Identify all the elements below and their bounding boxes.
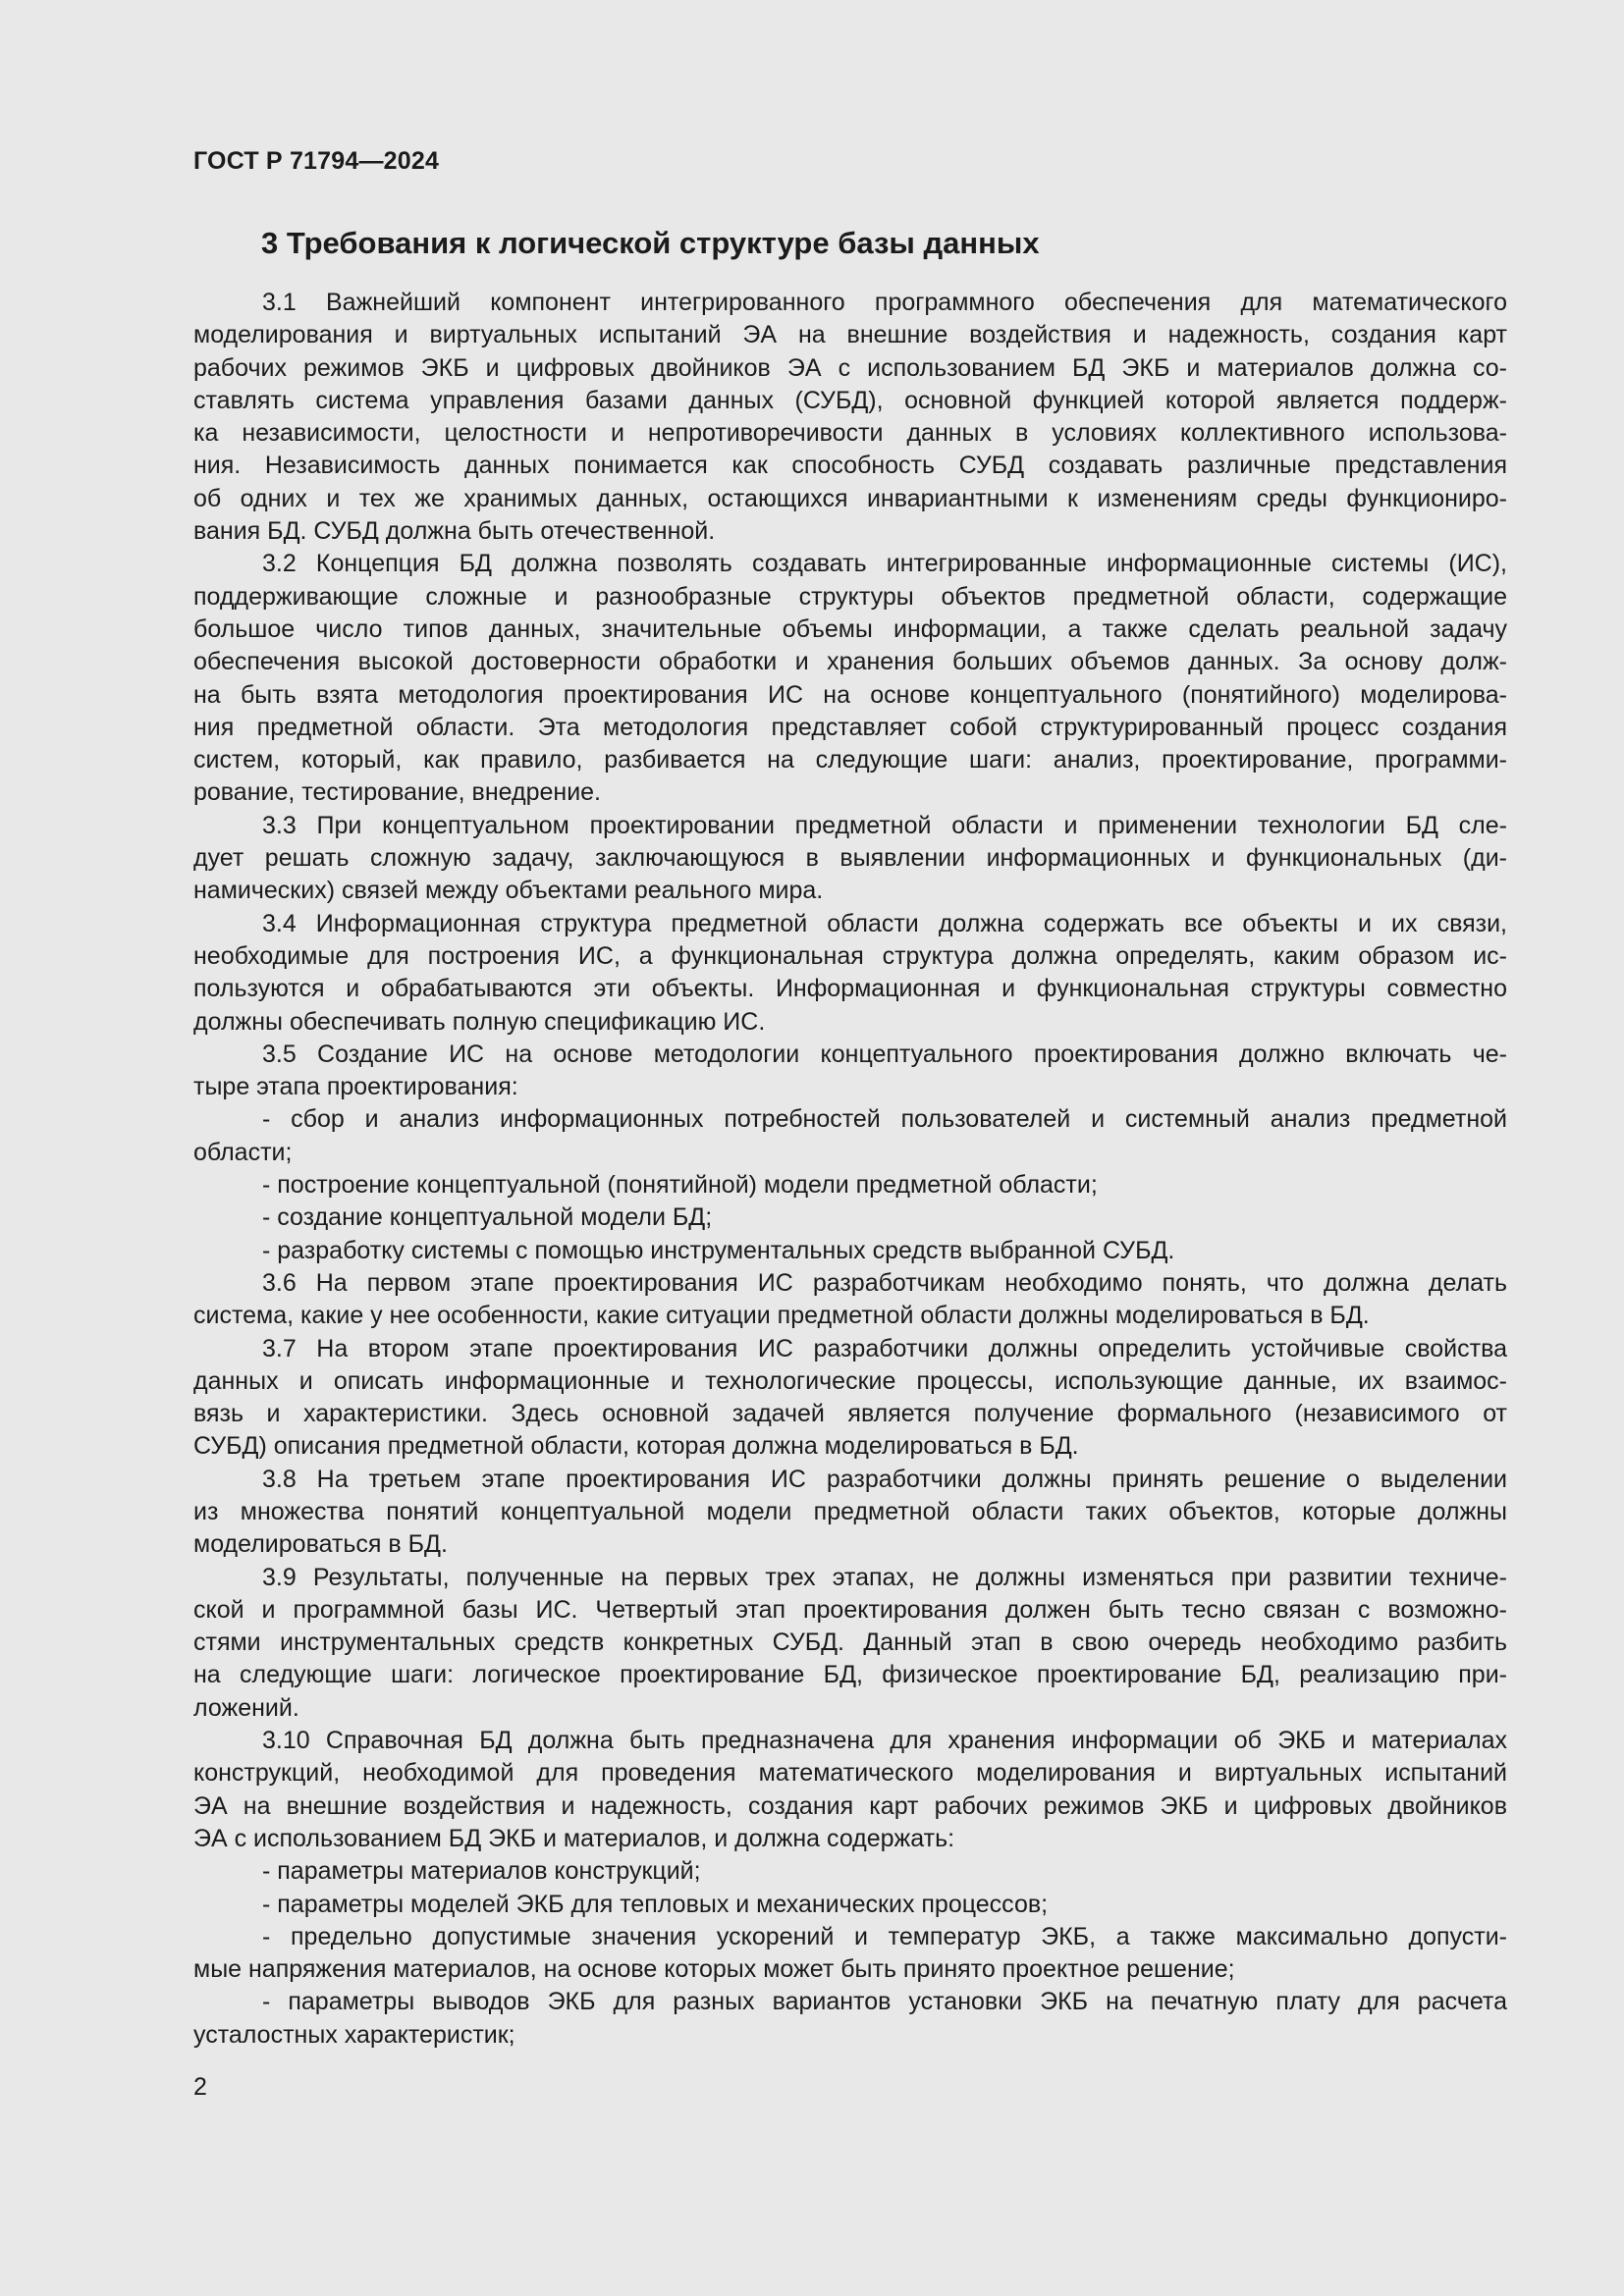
- text-line: ния. Независимость данных понимается как способность СУБД создавать различные представления: [193, 452, 1507, 480]
- text-line: - построение концептуальной (понятийной) модели предметной области;: [262, 1171, 1098, 1200]
- text-line: на следующие шаги: логическое проектирование БД, физическое проектирование БД, реализацию при-: [193, 1661, 1507, 1689]
- list-item: [193, 1201, 1507, 1234]
- page-number: 2: [193, 2073, 207, 2101]
- list-item: [193, 1103, 1507, 1169]
- text-line: 3.9 Результаты, полученные на первых трех этапах, не должны изменяться при развитии техниче-: [262, 1563, 1507, 1591]
- text-line: области;: [193, 1138, 293, 1166]
- text-line: 3.5 Создание ИС на основе методологии концептуального проектирования должно включать че-: [262, 1040, 1507, 1068]
- text-line: - предельно допустимые значения ускорений и температур ЭКБ, а также максимально допусти-: [262, 1922, 1507, 1950]
- text-line: ка независимости, целостности и непротиворечивости данных в условиях коллективного использова-: [193, 419, 1507, 448]
- list-item: [193, 1169, 1507, 1201]
- paragraph: [193, 810, 1507, 908]
- text-line: вания БД. СУБД должна быть отечественной.: [193, 517, 716, 546]
- text-line: ния предметной области. Эта методология представляет собой структурированный процесс создания: [193, 713, 1507, 741]
- paragraph: [193, 1725, 1507, 1855]
- text-line: об одних и тех же хранимых данных, остающихся инвариантными к изменениям среды функционирo-: [193, 484, 1507, 512]
- text-line: обеспечения высокой достоверности обработки и хранения больших объемов данных. За основу долж-: [193, 648, 1507, 676]
- list-item: [193, 1921, 1507, 1987]
- text-line: - разработку системы с помощью инструментальных средств выбранной СУБД.: [262, 1236, 1175, 1264]
- list-item: [193, 1889, 1507, 1921]
- text-line: конструкций, необходимой для проведения математического моделирования и виртуальных испытаний: [193, 1759, 1507, 1788]
- text-line: рование, тестирование, внедрение.: [193, 778, 602, 807]
- paragraph: [193, 1039, 1507, 1104]
- paragraph: [193, 1464, 1507, 1562]
- text-line: необходимые для построения ИС, а функциональная структура должна определять, каким образом ис-: [193, 941, 1507, 970]
- paragraph: [193, 1267, 1507, 1333]
- text-line: - параметры выводов ЭКБ для разных вариантов установки ЭКБ на печатную плату для расчета: [262, 1988, 1507, 2016]
- text-line: ставлять система управления базами данных (СУБД), основной функцией которой является поддерж-: [193, 386, 1507, 414]
- text-line: ской и программной базы ИС. Четвертый этап проектирования должен быть тесно связан с возможно-: [193, 1595, 1507, 1624]
- text-line: моделироваться в БД.: [193, 1530, 448, 1559]
- list-item: [193, 1855, 1507, 1888]
- text-line: - параметры материалов конструкций;: [262, 1857, 701, 1886]
- text-line: ЭА с использованием БД ЭКБ и материалов, и должна содержать:: [193, 1824, 955, 1852]
- text-line: 3.7 На втором этапе проектирования ИС разработчики должны определить устойчивые свойства: [262, 1334, 1507, 1362]
- text-line: система, какие у нее особенности, какие ситуации предметной области должны моделироваться в БД.: [193, 1302, 1370, 1330]
- text-line: 3.1 Важнейший компонент интегрированного программного обеспечения для математического: [262, 289, 1507, 316]
- text-line: тыре этапа проектирования:: [193, 1073, 518, 1101]
- document-header: ГОСТ Р 71794—2024: [193, 147, 440, 175]
- text-line: ЭА на внешние воздействия и надежность, создания карт рабочих режимов ЭКБ и цифровых двойников: [193, 1791, 1507, 1820]
- text-line: 3.8 На третьем этапе проектирования ИС разработчики должны принять решение о выделении: [262, 1465, 1507, 1493]
- text-line: рабочих режимов ЭКБ и цифровых двойников ЭА с использованием БД ЭКБ и материалов должна со-: [193, 353, 1507, 382]
- text-line: на быть взята методология проектирования ИС на основе концептуального (понятийного) моделирова-: [193, 680, 1507, 709]
- text-line: усталостных характеристик;: [193, 2020, 515, 2049]
- text-line: 3.4 Информационная структура предметной области должна содержать все объекты и их связи,: [262, 909, 1507, 937]
- text-line: - создание концептуальной модели БД;: [262, 1203, 713, 1232]
- list-item: [193, 1235, 1507, 1267]
- section-title: 3 Требования к логической структуре базы данных: [261, 226, 1040, 260]
- text-line: 3.2 Концепция БД должна позволять создавать интегрированные информационные системы (ИС),: [262, 550, 1507, 578]
- text-line: большое число типов данных, значительные объемы информации, а также сделать реальной задачу: [193, 614, 1507, 643]
- list-item: [193, 1986, 1507, 2052]
- text-line: поддерживающие сложные и разнообразные структуры объектов предметной области, содержащие: [193, 582, 1507, 611]
- text-line: моделирования и виртуальных испытаний ЭА на внешние воздействия и надежность, создания карт: [193, 321, 1507, 349]
- paragraph: [193, 1562, 1507, 1725]
- text-line: мые напряжения материалов, на основе которых может быть принято проектное решение;: [193, 1955, 1235, 1984]
- paragraph: [193, 908, 1507, 1039]
- paragraph: [193, 287, 1507, 548]
- text-line: стями инструментальных средств конкретных СУБД. Данный этап в свою очередь необходимо разбить: [193, 1629, 1507, 1657]
- text-line: 3.3 При концептуальном проектировании предметной области и применении технологии БД сле-: [262, 811, 1507, 839]
- text-line: 3.6 На первом этапе проектирования ИС разработчикам необходимо понять, что должна делать: [262, 1268, 1507, 1297]
- text-line: - сбор и анализ информационных потребностей пользователей и системный анализ предметной: [262, 1105, 1507, 1134]
- text-line: 3.10 Справочная БД должна быть предназначена для хранения информации об ЭКБ и материалах: [262, 1727, 1507, 1755]
- text-line: ложений.: [193, 1693, 299, 1722]
- text-line: пользуются и обрабатываются эти объекты. Информационная и функциональная структуры совместно: [193, 975, 1507, 1003]
- paragraph: [193, 1333, 1507, 1464]
- text-line: СУБД) описания предметной области, которая должна моделироваться в БД.: [193, 1432, 1079, 1461]
- text-line: - параметры моделей ЭКБ для тепловых и механических процессов;: [262, 1890, 1049, 1918]
- text-line: данных и описать информационные и технологические процессы, использующие данные, их взаимос-: [193, 1366, 1507, 1395]
- paragraph: [193, 548, 1507, 809]
- text-line: систем, который, как правило, разбивается на следующие шаги: анализ, проектирование, программи-: [193, 746, 1507, 774]
- text-line: дует решать сложную задачу, заключающуюся в выявлении информационных и функциональных (ди-: [193, 844, 1507, 873]
- text-line: намических) связей между объектами реального мира.: [193, 877, 824, 905]
- text-line: вязь и характеристики. Здесь основной задачей является получение формального (независимого от: [193, 1400, 1507, 1428]
- text-line: должны обеспечивать полную спецификацию ИС.: [193, 1007, 766, 1036]
- document-body: [193, 287, 1507, 2052]
- text-line: из множества понятий концептуальной модели предметной области таких объектов, которые должны: [193, 1497, 1507, 1525]
